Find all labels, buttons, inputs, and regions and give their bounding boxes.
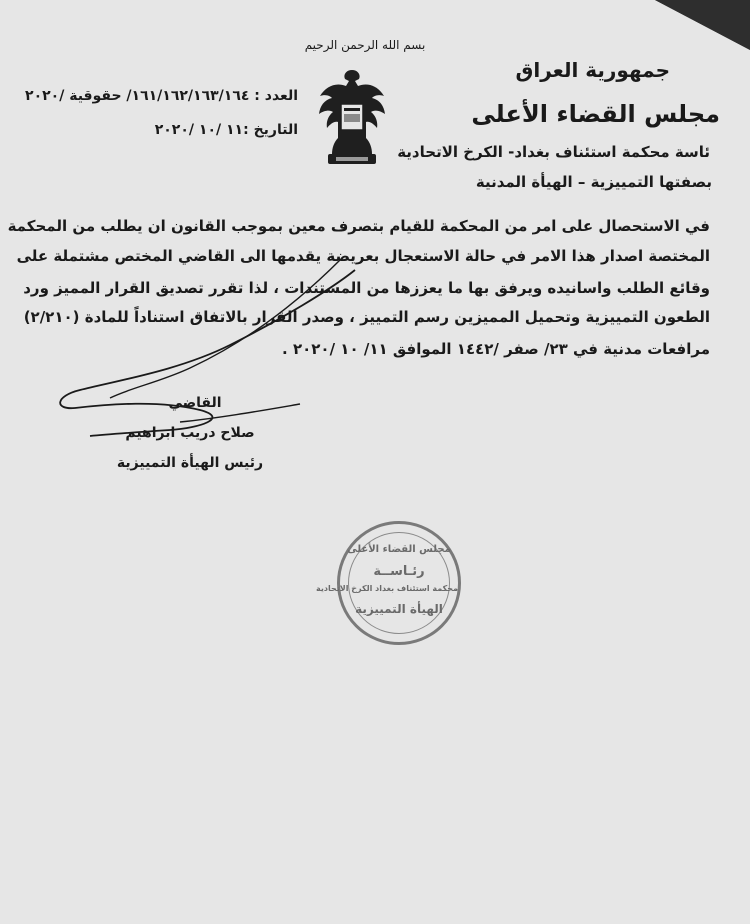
reference-date: التاريخ :١١ /١٠ /٢٠٢٠ bbox=[154, 122, 298, 138]
body-line: الطعون التمييزية وتحميل المميزين رسم التمييز ، وصدر القرار بالاتفاق استناداً للمادة (٢/٢١٠) bbox=[23, 308, 710, 326]
republic-heading: جمهورية العراق bbox=[515, 58, 670, 82]
judge-name: صلاح دريب ابراهيم bbox=[125, 425, 255, 441]
court-capacity: بصفتها التمييزية – الهيأة المدنية bbox=[475, 173, 712, 191]
court-presidency: ئاسة محكمة استئناف بغداد- الكرخ الاتحادية bbox=[397, 143, 710, 161]
council-heading: مجلس القضاء الأعلى bbox=[471, 100, 720, 128]
stamp-text: محكمة استئناف بغداد الكرخ الاتحادية bbox=[316, 584, 458, 593]
reference-number: العدد : ١٦١/١٦٢/١٦٣/١٦٤/ حقوقية /٢٠٢٠ bbox=[25, 88, 298, 104]
judge-title: رئيس الهيأة التمييزية bbox=[116, 455, 264, 471]
stamp-text: الهيأة التمييزية bbox=[355, 602, 443, 616]
body-line: وقائع الطلب واسانيده ويرفق بها ما يعززها من المستندات ، لذا تقرر تصديق القرار المميز ورد bbox=[23, 279, 710, 297]
handwritten-signature bbox=[50, 250, 370, 450]
eagle-emblem-icon bbox=[316, 66, 388, 168]
basmala: بسم الله الرحمن الرحيم bbox=[304, 38, 426, 52]
body-line: المختصة اصدار هذا الامر في حالة الاستعجال بعريضة يقدمها الى القاضي المختص مشتملة على bbox=[16, 247, 710, 265]
stamp-text: رئـاســة bbox=[373, 564, 425, 579]
judge-label: القاضي bbox=[168, 395, 222, 411]
body-line: في الاستحصال على امر من المحكمة للقيام بتصرف معين بموجب القانون ان يطلب من المحكمة bbox=[7, 217, 710, 235]
stamp-text: مجلس القضاء الأعلى bbox=[347, 544, 451, 555]
court-stamp bbox=[316, 521, 461, 645]
body-line: مرافعات مدنية في ٢٣/ صفر /١٤٤٢ الموافق ١١/ ١٠ /٢٠٢٠ . bbox=[282, 340, 710, 358]
